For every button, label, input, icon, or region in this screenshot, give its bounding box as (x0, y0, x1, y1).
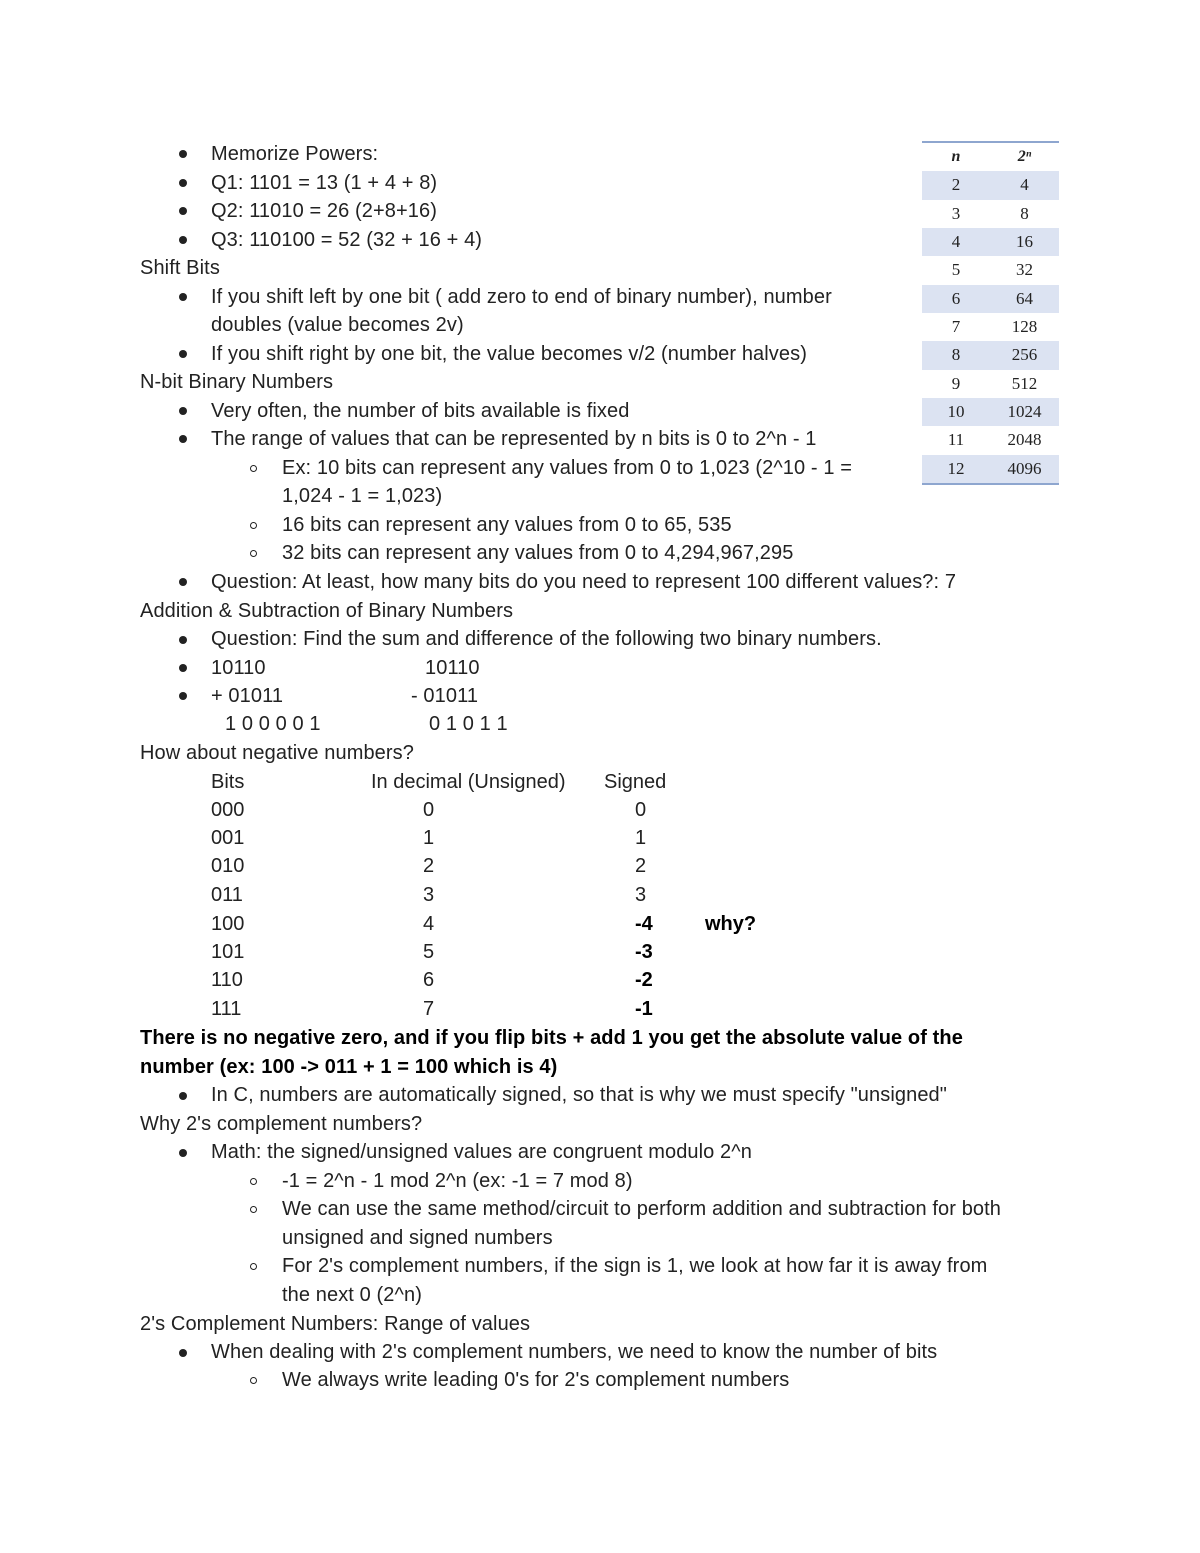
note-line: Q1: 1101 = 13 (1 + 4 + 8) (211, 172, 438, 194)
bullet-icon (179, 636, 187, 644)
why-note: why? (705, 913, 757, 935)
section-heading: N-bit Binary Numbers (140, 371, 334, 393)
bits-cell: 101 (211, 941, 245, 963)
note-line: 16 bits can represent any values from 0 to 65, 535 (282, 514, 732, 536)
signed-header: Signed (604, 771, 667, 793)
bullet-icon (179, 664, 187, 672)
signed-cell: -4 (635, 913, 653, 935)
bullet-icon (179, 350, 187, 358)
signed-cell: 2 (635, 855, 647, 877)
note-line: Memorize Powers: (211, 143, 379, 165)
bullet-icon (179, 1092, 187, 1100)
unsigned-header: In decimal (Unsigned) (371, 771, 566, 793)
note-line: If you shift left by one bit ( add zero to end of binary number), number (211, 286, 832, 308)
bullet-icon (179, 692, 187, 700)
powers-table-row: 8 256 (922, 341, 1059, 369)
powers-table-row: 10 1024 (922, 398, 1059, 426)
powers-table-row: 9 512 (951, 373, 1038, 393)
unsigned-cell: 0 (423, 799, 435, 821)
note-line: unsigned and signed numbers (282, 1227, 553, 1249)
signed-cell: -2 (635, 969, 653, 991)
note-line: In C, numbers are automatically signed, so that is why we must specify "unsigned" (211, 1084, 947, 1106)
signed-cell: -1 (635, 998, 653, 1020)
note-line: When dealing with 2's complement numbers, we need to know the number of bits (211, 1341, 938, 1363)
note-line: Q2: 11010 = 26 (2+8+16) (211, 200, 437, 222)
powers-table-row: 5 32 (951, 260, 1033, 280)
section-heading: How about negative numbers? (140, 742, 414, 764)
bullet-icon (179, 236, 187, 244)
minuend: 10110 (425, 657, 480, 679)
note-line: For 2's complement numbers, if the sign is 1, we look at how far it is away from (282, 1255, 988, 1277)
powers-table-row: 12 4096 (922, 455, 1059, 483)
powers-table-row: 7 128 (951, 317, 1038, 337)
bits-cell: 110 (211, 969, 243, 991)
bullet-icon (179, 407, 187, 415)
note-line: Ex: 10 bits can represent any values from 0 to 1,023 (2^10 - 1 = (282, 457, 852, 479)
note-line: We always write leading 0's for 2's complement numbers (282, 1369, 790, 1391)
note-line: Q3: 110100 = 52 (32 + 16 + 4) (211, 229, 483, 251)
bits-cell: 111 (211, 998, 242, 1020)
section-heading: Addition & Subtraction of Binary Numbers (140, 600, 514, 622)
bold-note: There is no negative zero, and if you flip bits + add 1 you get the absolute value of the (140, 1027, 963, 1049)
unsigned-cell: 5 (423, 941, 435, 963)
addend-a: 10110 (211, 657, 266, 679)
addend-b: + 01011 (211, 685, 284, 707)
section-heading: Why 2's complement numbers? (140, 1113, 423, 1135)
note-line: Question: At least, how many bits do you need to represent 100 different values?: 7 (211, 571, 957, 593)
section-heading: 2's Complement Numbers: Range of values (140, 1313, 531, 1335)
sum-result: 1 0 0 0 0 1 (225, 713, 321, 735)
powers-table-row: 11 2048 (947, 430, 1042, 450)
powers-table-header: n 2ⁿ (951, 148, 1032, 166)
note-line: Math: the signed/unsigned values are congruent modulo 2^n (211, 1141, 752, 1163)
unsigned-cell: 7 (423, 998, 435, 1020)
note-line: Very often, the number of bits available is fixed (211, 400, 630, 422)
bits-cell: 000 (211, 799, 245, 821)
bits-cell: 001 (211, 827, 245, 849)
powers-table-row: 6 64 (922, 285, 1059, 313)
bullet-icon (179, 1349, 187, 1357)
bullet-icon (179, 179, 187, 187)
signed-cell: -3 (635, 941, 653, 963)
note-line: 1,024 - 1 = 1,023) (282, 485, 443, 507)
note-line: We can use the same method/circuit to perform addition and subtraction for both (282, 1198, 1002, 1220)
bullet-icon (179, 150, 187, 158)
unsigned-cell: 2 (423, 855, 435, 877)
circle-bullet-icon (250, 1263, 257, 1270)
unsigned-cell: 6 (423, 969, 435, 991)
bullet-icon (179, 207, 187, 215)
bits-cell: 100 (211, 913, 245, 935)
bits-header: Bits (211, 771, 245, 793)
circle-bullet-icon (250, 550, 257, 557)
bullet-icon (179, 293, 187, 301)
powers-table-row: 4 16 (922, 228, 1059, 256)
note-line: Question: Find the sum and difference of the following two binary numbers. (211, 628, 882, 650)
powers-table-row: 3 8 (951, 203, 1029, 223)
subtrahend: - 01011 (411, 685, 479, 707)
unsigned-cell: 1 (423, 827, 435, 849)
bullet-icon (179, 578, 187, 586)
circle-bullet-icon (250, 465, 257, 472)
unsigned-cell: 4 (423, 913, 435, 935)
note-line: If you shift right by one bit, the value becomes v/2 (number halves) (211, 343, 807, 365)
note-line: The range of values that can be represented by n bits is 0 to 2^n - 1 (211, 428, 817, 450)
difference-result: 0 1 0 1 1 (429, 713, 508, 735)
bullet-icon (179, 435, 187, 443)
powers-table (922, 141, 1059, 485)
powers-table-row: 2 4 (922, 171, 1059, 199)
note-line: the next 0 (2^n) (282, 1284, 422, 1306)
bullet-icon (179, 1149, 187, 1157)
circle-bullet-icon (250, 1377, 257, 1384)
circle-bullet-icon (250, 1178, 257, 1185)
unsigned-cell: 3 (423, 884, 435, 906)
signed-cell: 3 (635, 884, 647, 906)
bold-note: number (ex: 100 -> 011 + 1 = 100 which is 4) (140, 1056, 558, 1078)
note-line: 32 bits can represent any values from 0 to 4,294,967,295 (282, 542, 794, 564)
note-line: doubles (value becomes 2v) (211, 314, 464, 336)
signed-cell: 0 (635, 799, 647, 821)
signed-cell: 1 (635, 827, 647, 849)
note-line: -1 = 2^n - 1 mod 2^n (ex: -1 = 7 mod 8) (282, 1170, 633, 1192)
bits-cell: 011 (211, 884, 243, 906)
bits-cell: 010 (211, 855, 245, 877)
circle-bullet-icon (250, 522, 257, 529)
section-heading: Shift Bits (140, 257, 220, 279)
circle-bullet-icon (250, 1206, 257, 1213)
